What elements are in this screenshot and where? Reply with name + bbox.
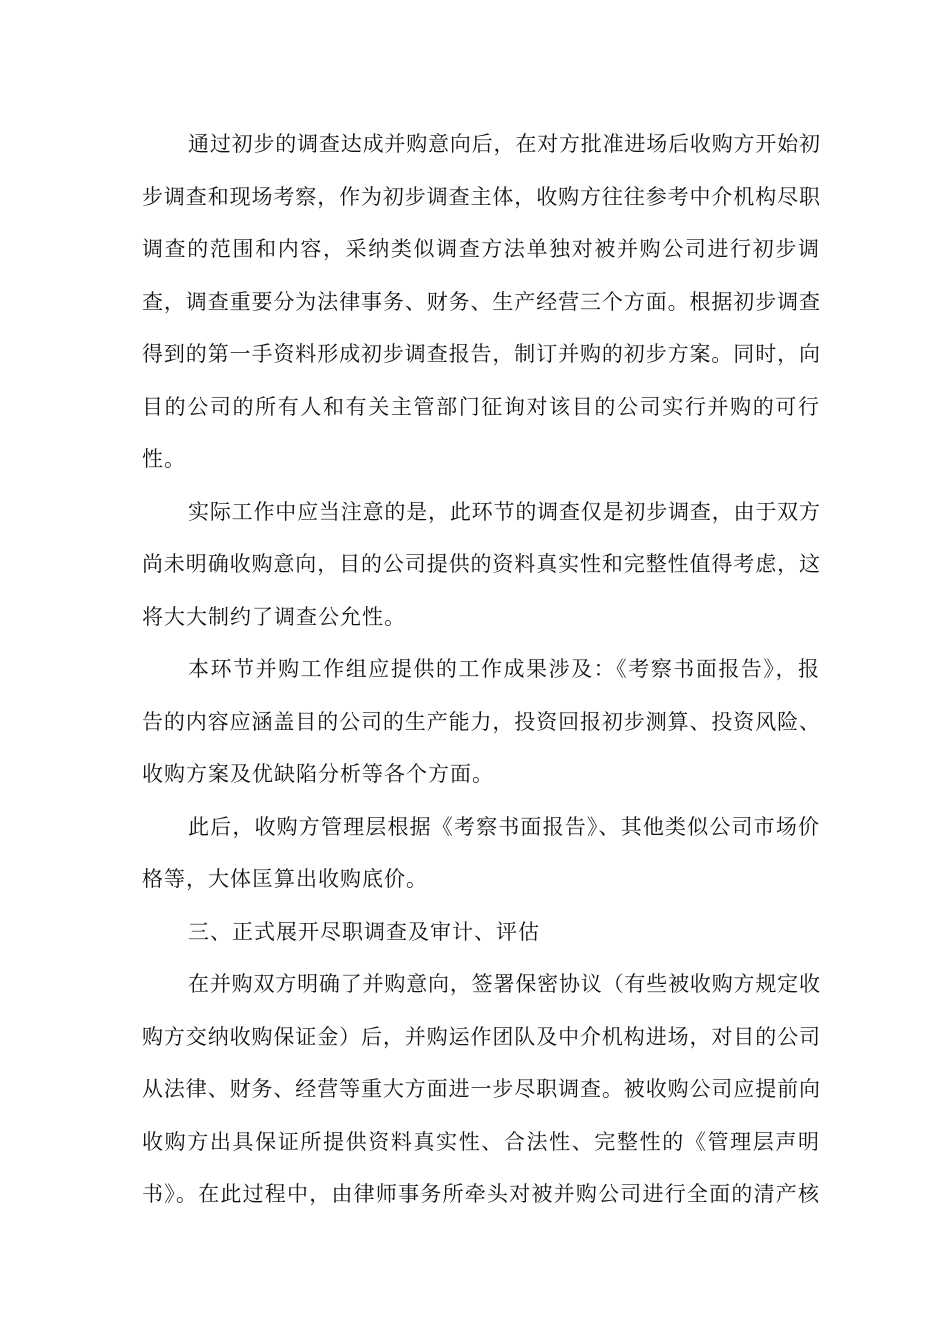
- section-heading: [142, 906, 820, 959]
- text-line: 本环节并购工作组应提供的工作成果涉及：《考察书面报告》，报: [188, 657, 820, 681]
- text-line: 尚未明确收购意向，目的公司提供的资料真实性和完整性值得考虑，这: [142, 552, 820, 576]
- text-line: 告的内容应涵盖目的公司的生产能力，投资回报初步测算、投资风险、: [142, 709, 820, 734]
- paragraph-due-diligence: [142, 958, 820, 1221]
- text-line: 格等，大体匡算出收购底价。: [142, 867, 428, 891]
- text-line: 步调查和现场考察，作为初步调查主体，收购方往往参考中介机构尽职: [142, 184, 820, 209]
- text-line: 查，调查重要分为法律事务、财务、生产经营三个方面。根据初步调查: [142, 289, 820, 314]
- heading-text: 三、正式展开尽职调查及审计、评估: [188, 919, 540, 944]
- paragraph-base-price: [142, 801, 820, 906]
- text-line: 得到的第一手资料形成初步调查报告，制订并购的初步方案。同时，向: [142, 342, 820, 366]
- text-line: 购方交纳收购保证金）后，并购运作团队及中介机构进场，对目的公司: [142, 1024, 820, 1049]
- document-body: [142, 118, 820, 1221]
- text-line: 收购方出具保证所提供资料真实性、合法性、完整性的《管理层声明: [142, 1129, 820, 1154]
- text-line: 实际工作中应当注意的是，此环节的调查仅是初步调查，由于双方: [188, 499, 820, 524]
- text-line: 书》。在此过程中，由律师事务所牵头对被并购公司进行全面的清产核: [142, 1182, 820, 1206]
- text-line: 调查的范围和内容，采纳类似调查方法单独对被并购公司进行初步调: [142, 237, 820, 261]
- paragraph-work-results: [142, 643, 820, 801]
- text-line: 收购方案及优缺陷分析等各个方面。: [142, 762, 494, 786]
- text-line: 此后，收购方管理层根据《考察书面报告》、其他类似公司市场价: [188, 814, 820, 839]
- text-line: 通过初步的调查达成并购意向后，在对方批准进场后收购方开始初: [188, 132, 820, 156]
- text-line: 从法律、财务、经营等重大方面进一步尽职调查。被收购公司应提前向: [142, 1077, 820, 1101]
- text-line: 将大大制约了调查公允性。: [142, 604, 406, 629]
- text-line: 性。: [142, 447, 186, 471]
- paragraph-attention-note: [142, 486, 820, 644]
- text-line: 目的公司的所有人和有关主管部门征询对该目的公司实行并购的可行: [142, 394, 820, 419]
- paragraph-initial-investigation: [142, 118, 820, 486]
- text-line: 在并购双方明确了并购意向，签署保密协议（有些被收购方规定收: [188, 972, 820, 996]
